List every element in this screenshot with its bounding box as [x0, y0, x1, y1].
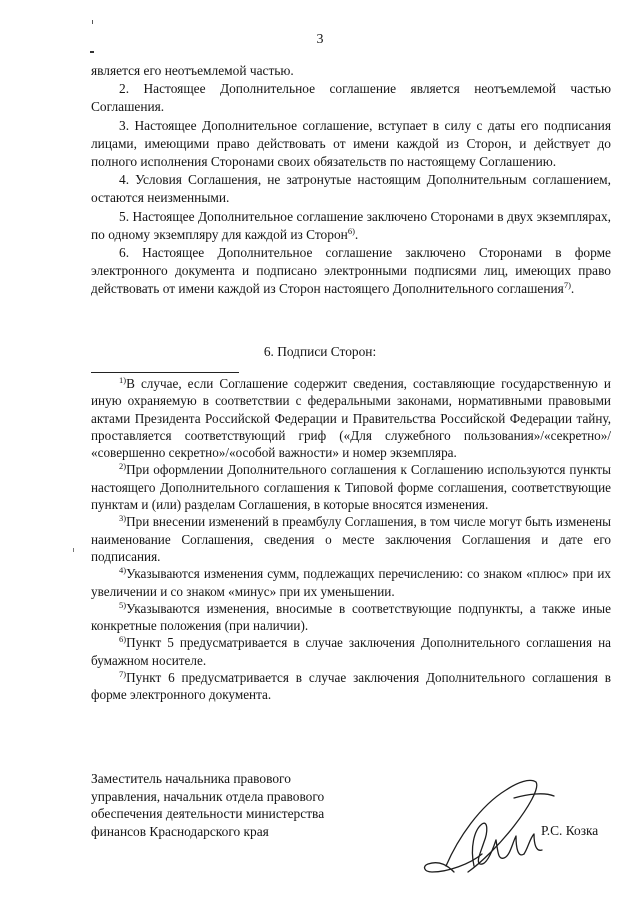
footnote-1: $^{1)}$В случае, если Соглашение содержит сведения, составляющие государственную и иную охраняемую в соответствии с федеральными законами, нормативными правовыми актами Президента Российской Федерации и Правительства Российской Федерации тайну, проставляется соответствующий гриф («Для служебного пользования»/«секретно»/ «совершенно секретно»/«особой важности» и номер экземпляра. [91, 375, 611, 461]
signer-position-line: финансов Краснодарского края [91, 823, 269, 839]
footnote-2: $^{2)}$При оформлении Дополнительного соглашения к Соглашению используются пункты настоящего Дополнительного соглашения к Типовой форме соглашения, соответствующие пунктам и (или) разделам Соглашения, в которые вносятся изменения. [91, 461, 611, 513]
scan-mark [90, 51, 94, 53]
paragraph-4: 4. Условия Соглашения, не затронутые настоящим Дополнительным соглашением, остаются неизменными. [91, 172, 611, 206]
signer-position-line: обеспечения деятельности министерства [91, 806, 325, 821]
paragraph-continuation: является его неотъемлемой частью. [91, 63, 294, 78]
body-text [91, 62, 611, 299]
scan-mark [73, 548, 74, 552]
signer-position-line: управления, начальник отдела правового [91, 788, 325, 804]
paragraph-3: 3. Настоящее Дополнительное соглашение, вступает в силу с даты его подписания лицами, имеющими право действовать от имени каждой из Сторон, и действует до полного исполнения Сторонами своих обязательств по настоящему Соглашению. [91, 117, 611, 170]
scan-mark [92, 20, 93, 24]
page-number: 3 [316, 32, 324, 47]
paragraph-2: 2. Настоящее Дополнительное соглашение является неотъемлемой частью Соглашения. [91, 81, 611, 115]
footnote-ref-7: 7) [563, 280, 571, 291]
footnote-4: $^{4)}$Указываются изменения сумм, подлежащих перечислению: со знаком «плюс» при их увеличении и со знаком «минус» при их уменьшении. [91, 565, 611, 599]
footnote-6: $^{6)}$Пункт 5 предусматривается в случае заключения Дополнительного соглашения на бумажном носителе. [91, 634, 611, 668]
signer-name: Р.С. Козка [541, 823, 599, 838]
signer-position [91, 770, 324, 840]
footnote-3: $^{3)}$При внесении изменений в преамбулу Соглашения, в том числе могут быть изменены наименование Соглашения, сведения о месте заключения Соглашения и дате его подписания. [91, 513, 611, 564]
signer-position-line: Заместитель начальника правового [91, 771, 291, 786]
handwritten-signature [418, 768, 558, 878]
section-title: 6. Подписи Сторон: [263, 344, 377, 359]
footnote-ref-6: 6) [347, 225, 355, 236]
footnote-5: $^{5)}$Указываются изменения, вносимые в соответствующие подпункты, а также иные конкретные положения (при наличии). [91, 599, 611, 634]
paragraph-5: 5. Настоящее Дополнительное соглашение заключено Сторонами в двух экземплярах, по одному экземпляру для каждой из Сторон$^{6)}$. [91, 208, 611, 242]
footnote-divider [91, 372, 239, 373]
footnotes [91, 375, 611, 704]
footnote-7: $^{7)}$Пункт 6 предусматривается в случае заключения Дополнительного соглашения в форме электронного документа. [91, 669, 611, 703]
paragraph-6: 6. Настоящее Дополнительное соглашение заключено Сторонами в форме электронного документа и подписано электронными подписями лиц, имеющих право действовать от имени каждой из Сторон настоящего Дополнительного соглашения$^{7)}$. [91, 245, 611, 297]
